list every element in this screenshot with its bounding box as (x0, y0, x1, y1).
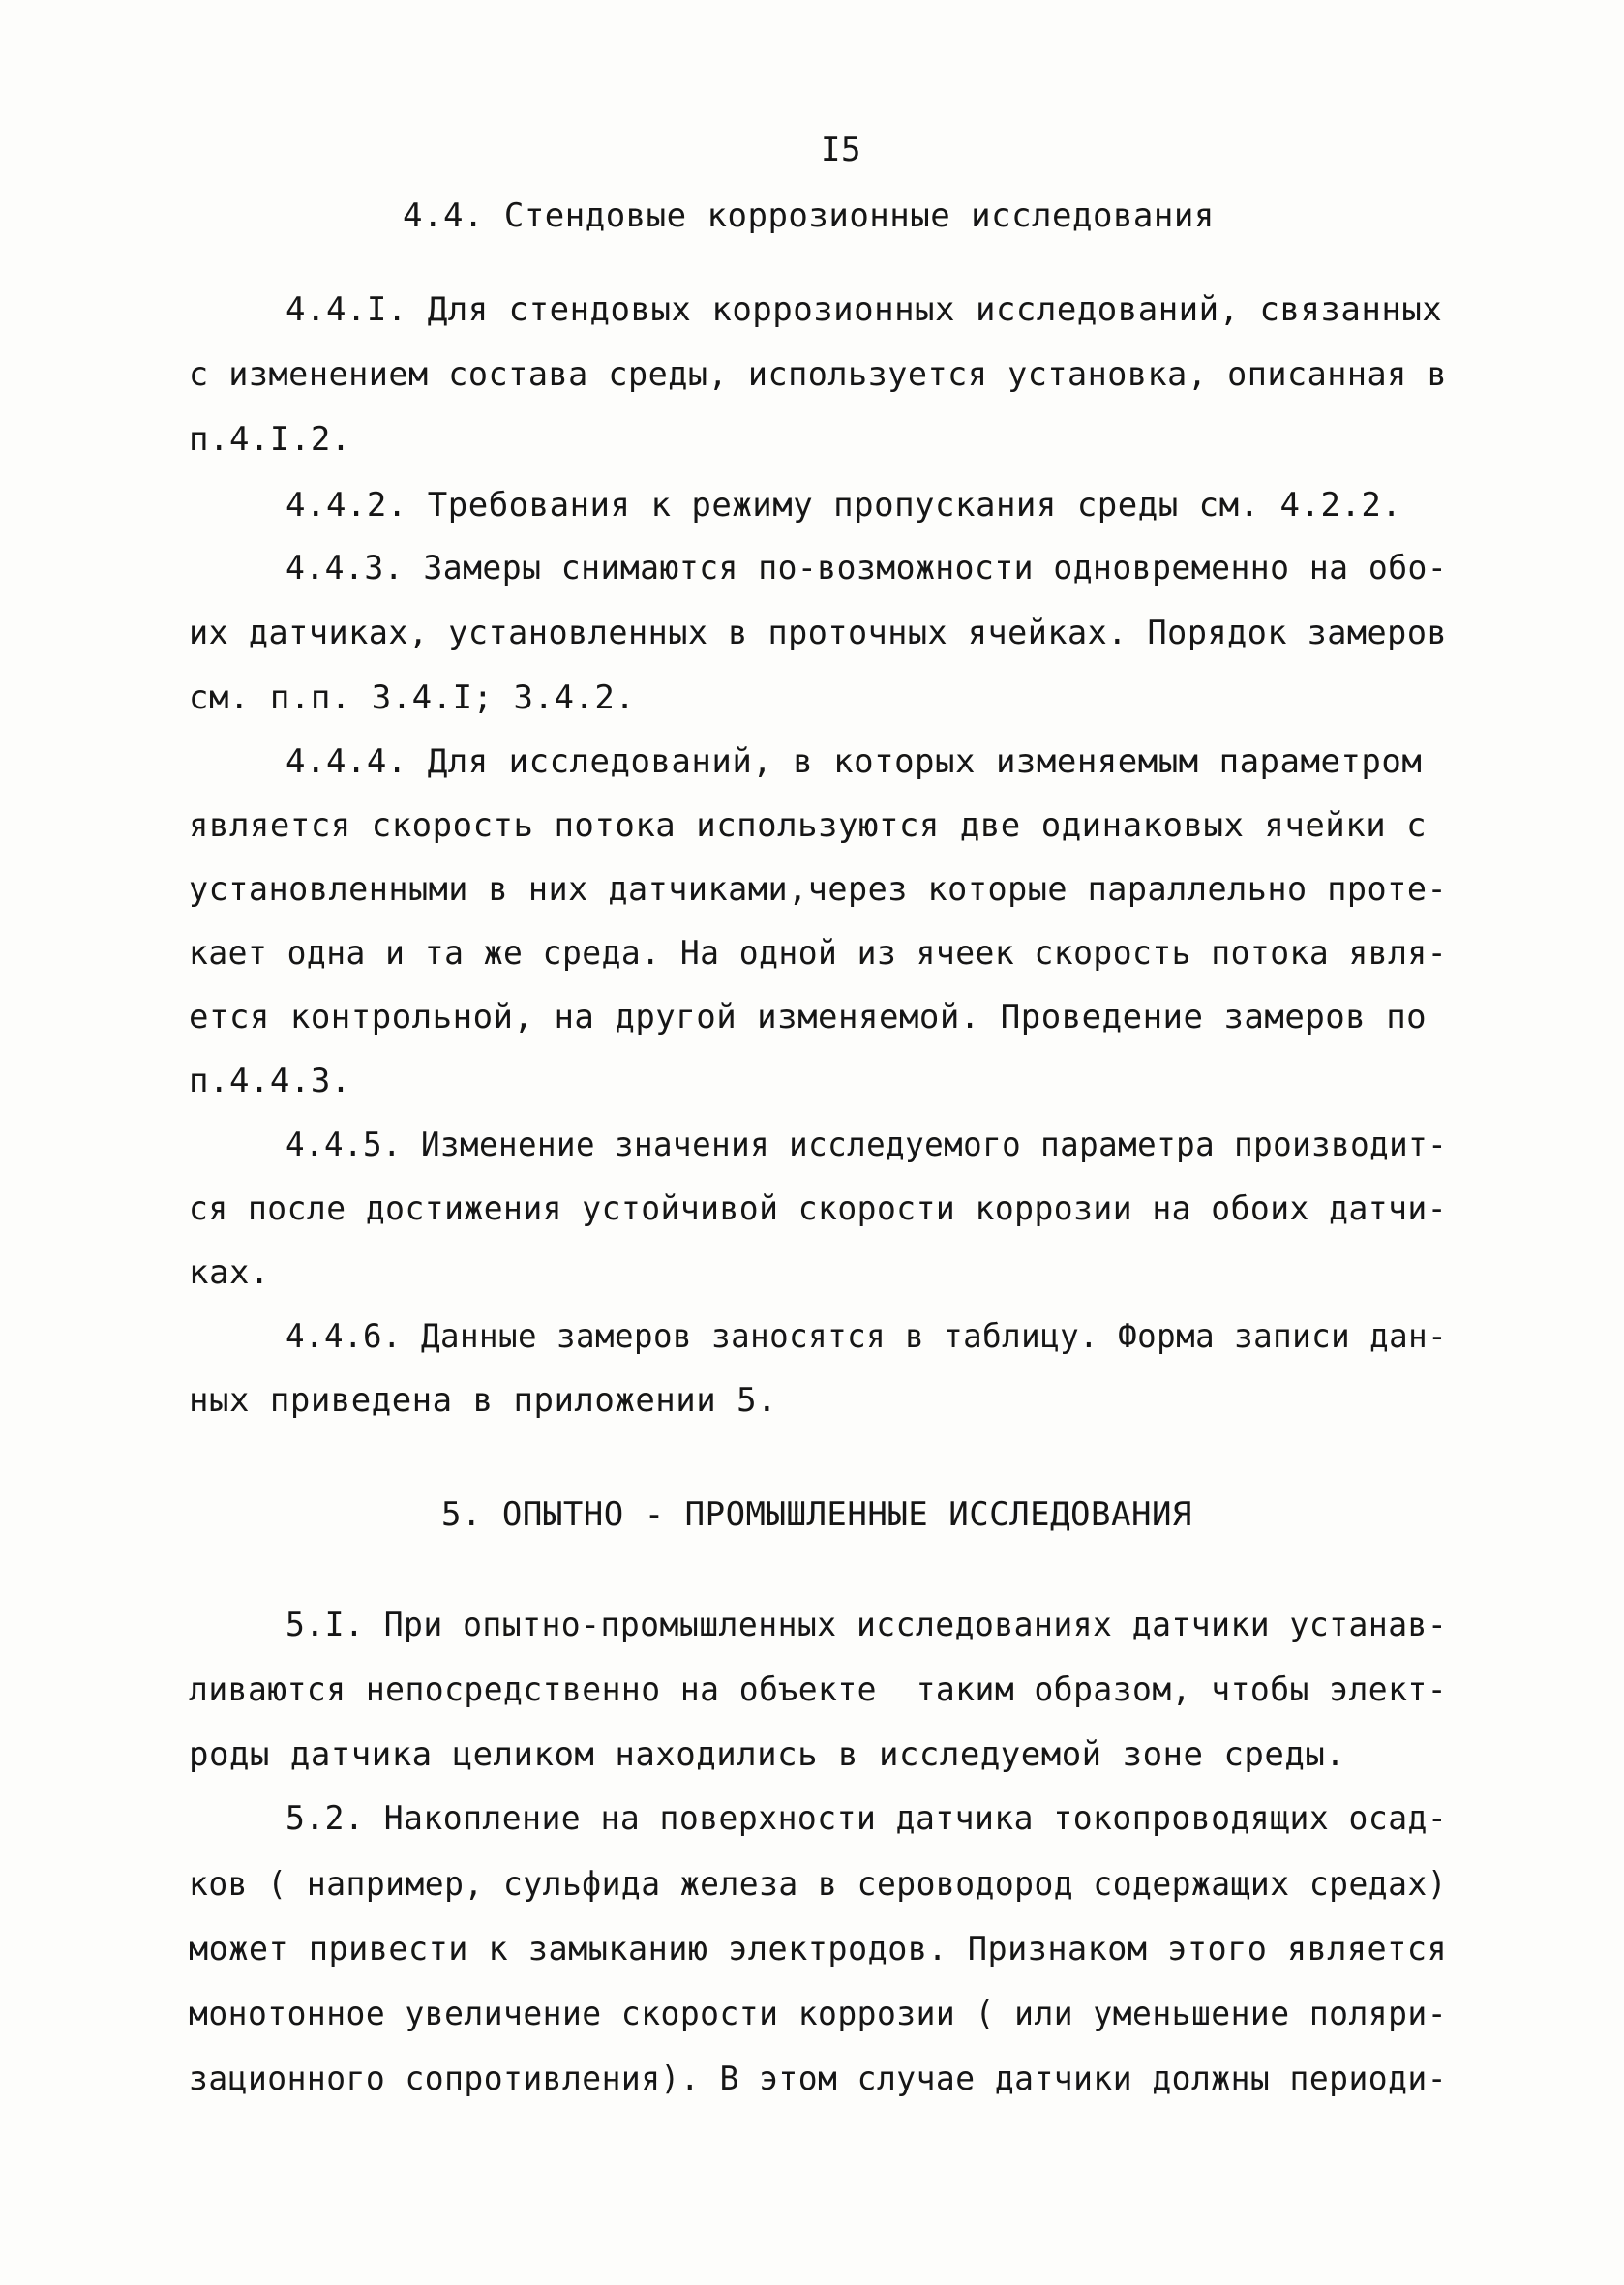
text-line: 4.4.4. Для исследований, в которых изменяемым параметром (286, 742, 1423, 781)
section-heading-5: 5. ОПЫТНО - ПРОМЫШЛЕННЫЕ ИССЛЕДОВАНИЯ (441, 1495, 1192, 1534)
text-line: 4.4.2. Требования к режиму пропускания среды см. 4.2.2. (286, 486, 1402, 525)
text-line: 5.2. Накопление на поверхности датчика токопроводящих осад- (286, 1799, 1448, 1838)
text-line: монотонное увеличение скорости коррозии ( или уменьшение поляри- (189, 1995, 1448, 2033)
text-line: установленными в них датчиками,через которые параллельно проте- (189, 870, 1448, 909)
section-heading-4-4: 4.4. Стендовые коррозионные исследования (403, 196, 1215, 235)
text-line: кает одна и та же среда. На одной из ячеек скорость потока явля- (189, 934, 1448, 973)
text-line: ливаются непосредственно на объекте таким образом, чтобы элект- (189, 1670, 1448, 1709)
page-number: I5 (821, 131, 861, 169)
text-line: зационного сопротивления). В этом случае датчики должны периоди- (189, 2060, 1448, 2098)
text-line: п.4.I.2. (189, 420, 351, 459)
text-line: роды датчика целиком находились в исследуемой зоне среды. (189, 1735, 1346, 1774)
text-line: см. п.п. 3.4.I; 3.4.2. (189, 678, 636, 717)
text-line: может привести к замыканию электродов. Признаком этого является (189, 1930, 1448, 1969)
text-line: 5.I. При опытно-промышленных исследованиях датчики устанав- (286, 1606, 1448, 1644)
text-line: 4.4.5. Изменение значения исследуемого параметра производит- (286, 1126, 1448, 1164)
text-line: является скорость потока используются две одинаковых ячейки с (189, 806, 1428, 845)
text-line: 4.4.I. Для стендовых коррозионных исследований, связанных (286, 290, 1443, 329)
text-line: их датчиках, установленных в проточных ячейках. Порядок замеров (189, 614, 1448, 652)
text-line: ков ( например, сульфида железа в сероводород содержащих средах) (189, 1865, 1448, 1904)
text-line: п.4.4.3. (189, 1062, 351, 1100)
text-line: ках. (189, 1253, 270, 1292)
text-line: с изменением состава среды, используется установка, описанная в (189, 355, 1448, 394)
text-line: ся после достижения устойчивой скорости коррозии на обоих датчи- (189, 1189, 1448, 1228)
text-line: ется контрольной, на другой изменяемой. Проведение замеров по (189, 998, 1428, 1037)
text-line: 4.4.3. Замеры снимаются по-возможности одновременно на обо- (286, 549, 1448, 587)
text-line: ных приведена в приложении 5. (189, 1381, 778, 1420)
text-line: 4.4.6. Данные замеров заносятся в таблицу. Форма записи дан- (286, 1317, 1448, 1356)
